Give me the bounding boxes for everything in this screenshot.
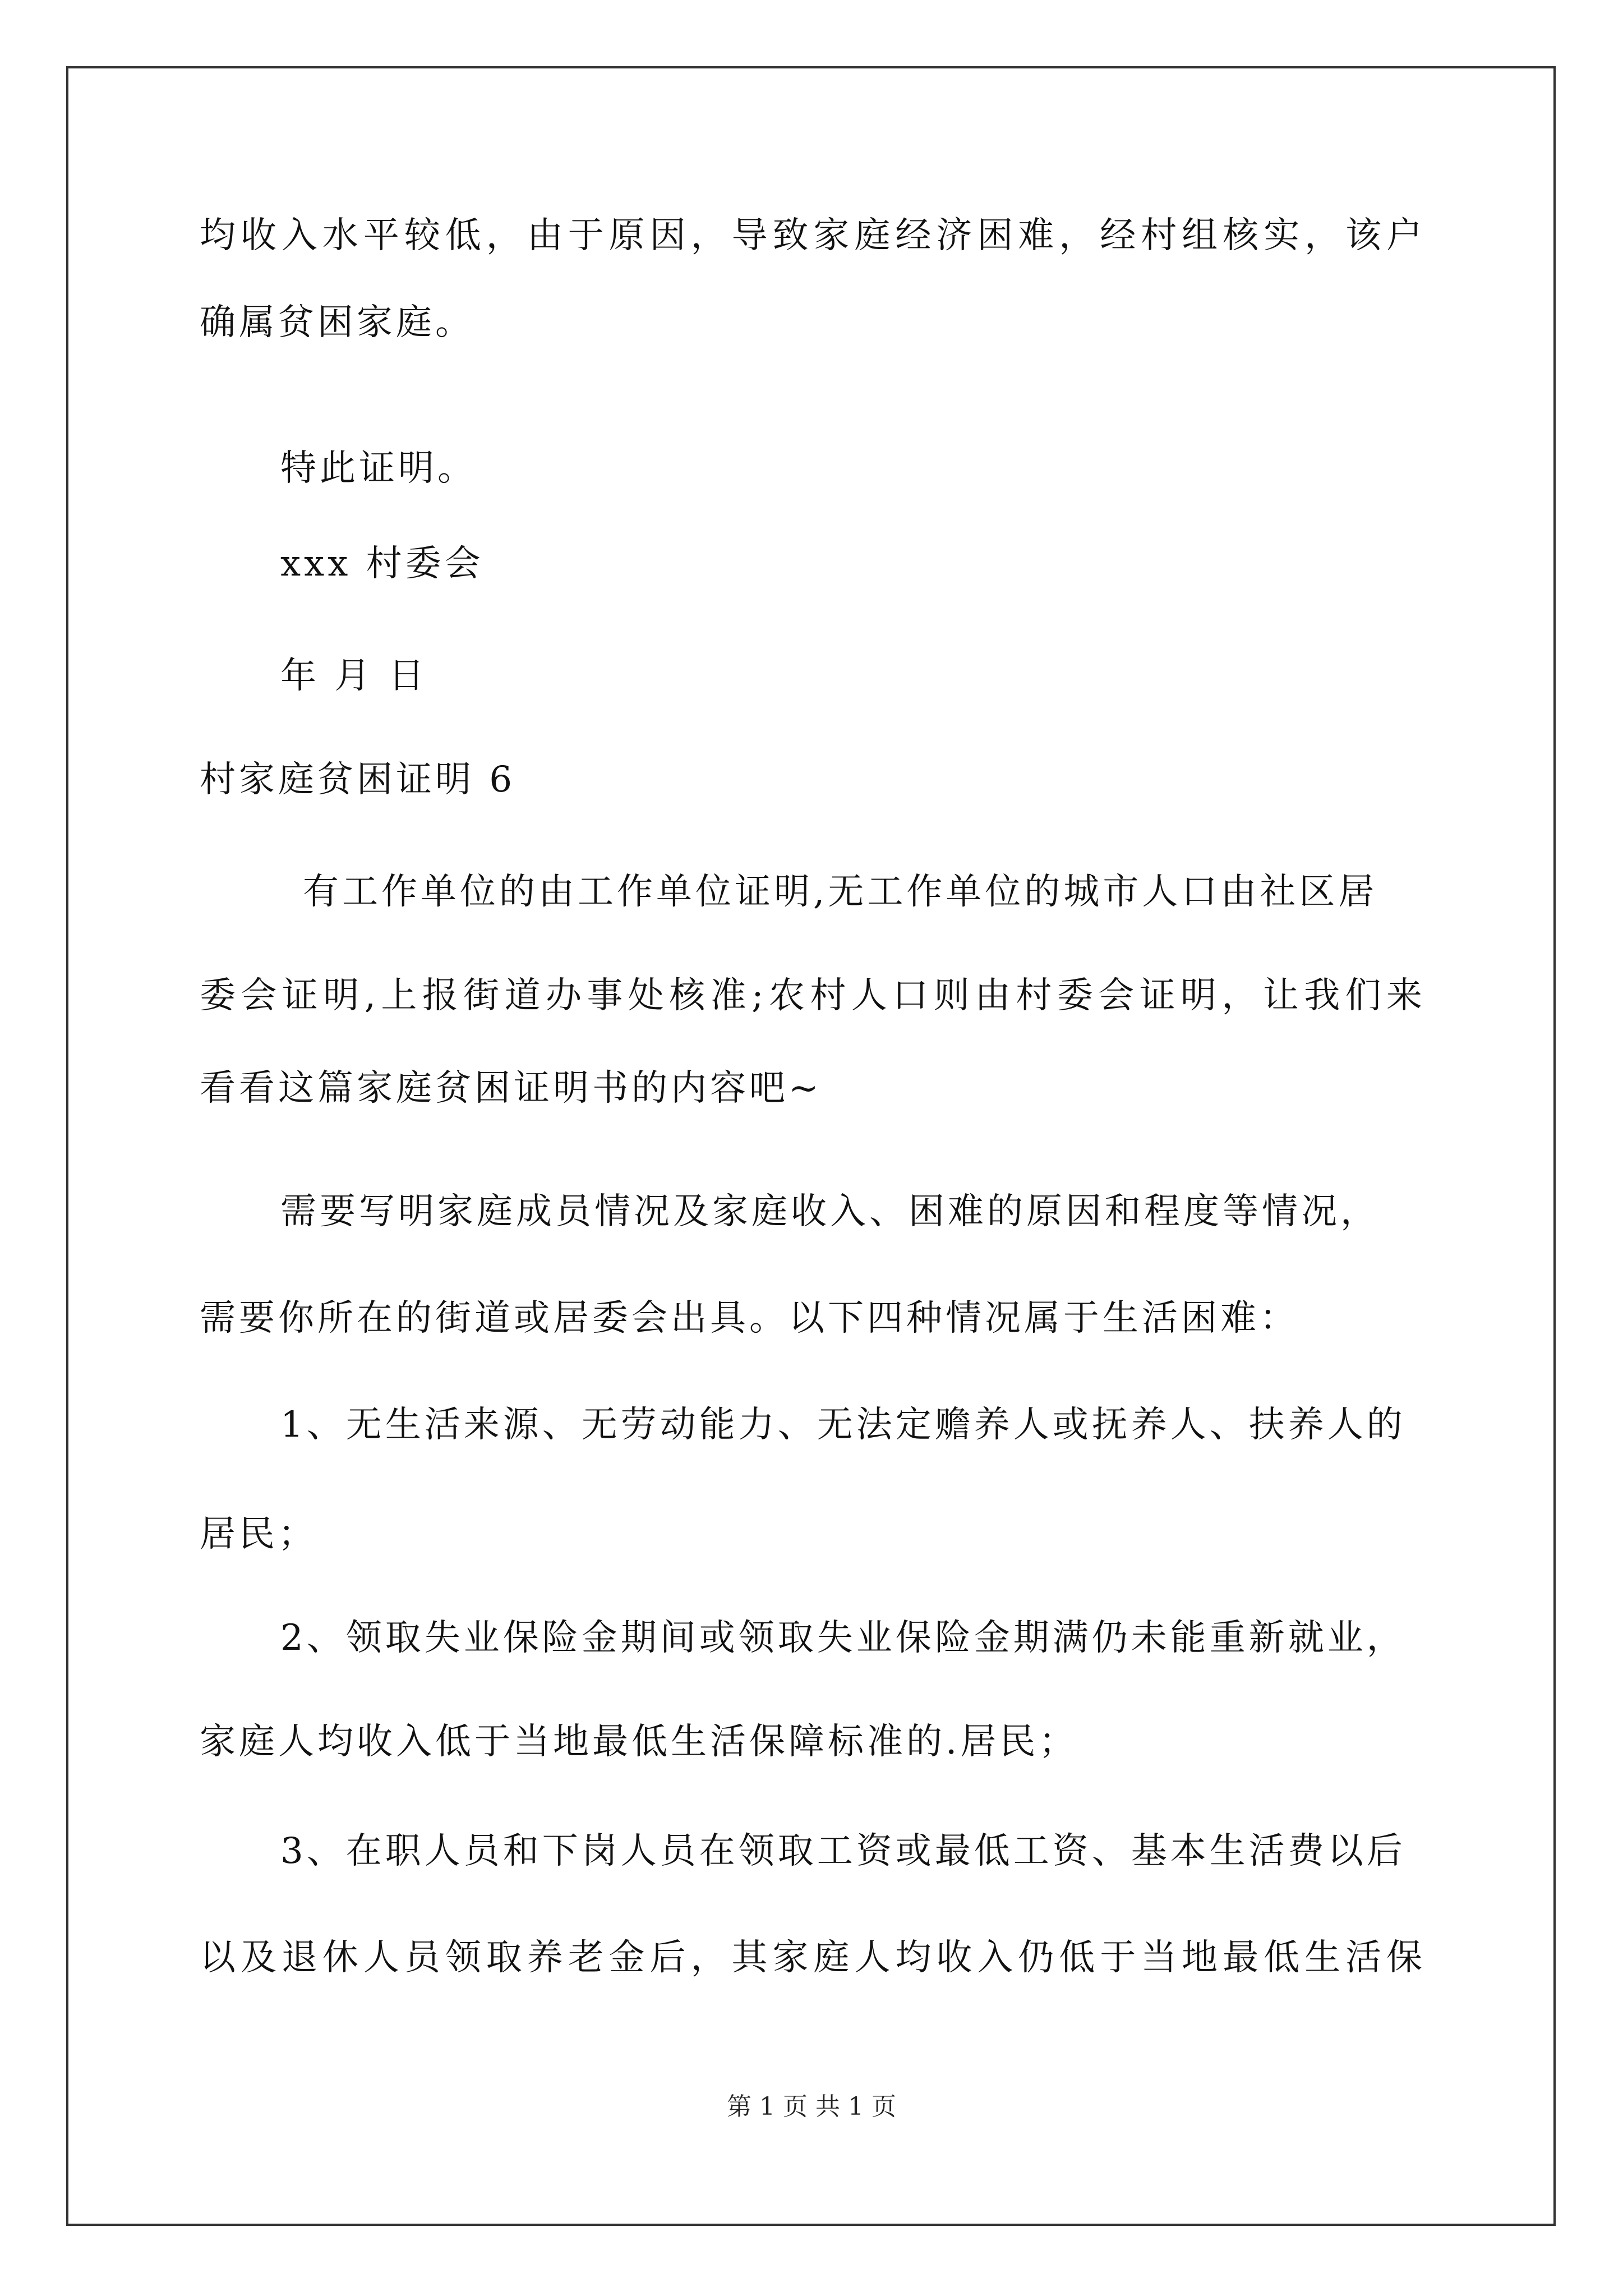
text-line: 需要写明家庭成员情况及家庭收入、困难的原因和程度等情况， [280,1191,1380,1232]
section-heading: 村家庭贫困证明 6 [200,759,516,800]
page-border [66,66,1556,2226]
list-item: 2、领取失业保险金期间或领取失业保险金期满仍未能重新就业， [280,1617,1406,1659]
signature-line: xxx 村委会 [280,543,484,585]
text-line: 以及退休人员领取养老金后，其家庭人均收入仍低于当地最低生活保 [200,1937,1422,1978]
date-line: 年 月 日 [280,655,428,697]
text-line: 需要你所在的街道或居委会出具。以下四种情况属于生活困难： [200,1297,1299,1339]
text-line: 家庭人均收入低于当地最低生活保障标准的.居民； [200,1721,1078,1763]
text-line: 均收入水平较低，由于原因，导致家庭经济困难，经村组核实，该户 [200,215,1422,256]
list-item: 1、无生活来源、无劳动能力、无法定赡养人或抚养人、扶养人的 [280,1404,1406,1446]
text-line: 委会证明,上报街道办事处核准;农村人口则由村委会证明，让我们来 [200,975,1422,1016]
text-line: 有工作单位的由工作单位证明,无工作单位的城市人口由社区居 [303,871,1378,913]
text-line: 确属贫困家庭。 [200,302,474,343]
page-number: 第 1 页 共 1 页 [727,2092,896,2121]
text-line: 特此证明。 [280,448,477,489]
text-line: 居民； [200,1513,317,1555]
text-line: 看看这篇家庭贫困证明书的内容吧~ [200,1068,822,1109]
list-item: 3、在职人员和下岗人员在领取工资或最低工资、基本生活费以后 [280,1830,1406,1872]
